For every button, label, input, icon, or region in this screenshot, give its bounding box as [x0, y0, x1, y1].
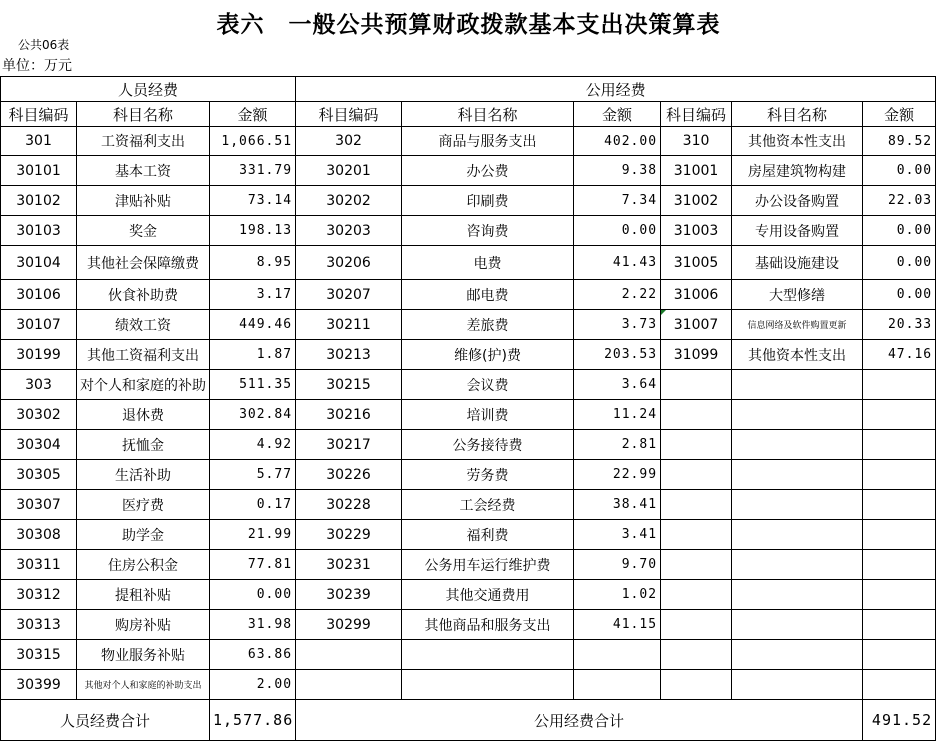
empty-cell	[661, 670, 732, 700]
public-name: 办公费	[402, 156, 574, 186]
public-name: 其他交通费用	[402, 580, 574, 610]
empty-cell	[732, 580, 863, 610]
empty-cell	[661, 460, 732, 490]
personnel-code: 30315	[1, 640, 77, 670]
personnel-name: 提租补贴	[77, 580, 210, 610]
personnel-code: 30305	[1, 460, 77, 490]
personnel-amount: 511.35	[210, 370, 296, 400]
capital-amount: 22.03	[863, 186, 936, 216]
personnel-amount: 331.79	[210, 156, 296, 186]
personnel-code: 30311	[1, 550, 77, 580]
public-name: 培训费	[402, 400, 574, 430]
empty-cell	[732, 430, 863, 460]
public-amount: 38.41	[574, 490, 661, 520]
public-amount: 22.99	[574, 460, 661, 490]
public-name: 维修(护)费	[402, 340, 574, 370]
personnel-amount: 2.00	[210, 670, 296, 700]
personnel-code: 30106	[1, 280, 77, 310]
public-code: 30206	[296, 246, 402, 280]
public-code: 30203	[296, 216, 402, 246]
personnel-name: 住房公积金	[77, 550, 210, 580]
empty-cell	[296, 640, 402, 670]
empty-cell	[732, 610, 863, 640]
empty-cell	[732, 400, 863, 430]
public-code: 30299	[296, 610, 402, 640]
personnel-code: 30307	[1, 490, 77, 520]
table-row	[1, 310, 936, 340]
personnel-code: 30304	[1, 430, 77, 460]
capital-code: 31006	[661, 280, 732, 310]
capital-name: 专用设备购置	[732, 216, 863, 246]
empty-cell	[863, 490, 936, 520]
capital-amount: 0.00	[863, 216, 936, 246]
personnel-amount: 449.46	[210, 310, 296, 340]
public-code: 30216	[296, 400, 402, 430]
personnel-code: 30103	[1, 216, 77, 246]
table-row	[1, 127, 936, 156]
public-amount: 9.38	[574, 156, 661, 186]
personnel-amount: 1.87	[210, 340, 296, 370]
public-name: 工会经费	[402, 490, 574, 520]
public-amount: 402.00	[574, 127, 661, 156]
empty-cell	[863, 370, 936, 400]
capital-code: 31007	[661, 310, 732, 340]
personnel-amount: 63.86	[210, 640, 296, 670]
personnel-name: 医疗费	[77, 490, 210, 520]
personnel-amount: 5.77	[210, 460, 296, 490]
public-name: 印刷费	[402, 186, 574, 216]
col-name-header: 科目名称	[732, 102, 863, 127]
col-code-header: 科目编码	[1, 102, 77, 127]
personnel-amount: 73.14	[210, 186, 296, 216]
public-amount: 3.41	[574, 520, 661, 550]
personnel-name: 生活补助	[77, 460, 210, 490]
personnel-code: 303	[1, 370, 77, 400]
public-code: 30226	[296, 460, 402, 490]
public-amount: 41.43	[574, 246, 661, 280]
capital-code: 310	[661, 127, 732, 156]
public-code: 30229	[296, 520, 402, 550]
public-name: 邮电费	[402, 280, 574, 310]
empty-cell	[661, 400, 732, 430]
personnel-amount: 0.00	[210, 580, 296, 610]
empty-cell	[863, 430, 936, 460]
table-row	[1, 186, 936, 216]
public-name: 公务接待费	[402, 430, 574, 460]
public-code: 30231	[296, 550, 402, 580]
public-amount: 0.00	[574, 216, 661, 246]
empty-cell	[863, 670, 936, 700]
table-row	[1, 460, 936, 490]
personnel-code: 30399	[1, 670, 77, 700]
public-amount: 2.22	[574, 280, 661, 310]
table-row	[1, 670, 936, 700]
capital-code: 31099	[661, 340, 732, 370]
capital-code: 31002	[661, 186, 732, 216]
personnel-name: 其他工资福利支出	[77, 340, 210, 370]
personnel-code: 30102	[1, 186, 77, 216]
empty-cell	[574, 670, 661, 700]
form-code: 公共06表	[18, 38, 70, 52]
empty-cell	[732, 520, 863, 550]
empty-cell	[661, 520, 732, 550]
table-row	[1, 550, 936, 580]
empty-cell	[732, 670, 863, 700]
personnel-name: 其他社会保障缴费	[77, 246, 210, 280]
empty-cell	[402, 670, 574, 700]
table-row	[1, 430, 936, 460]
public-name: 差旅费	[402, 310, 574, 340]
empty-cell	[863, 640, 936, 670]
empty-cell	[863, 460, 936, 490]
public-amount: 3.64	[574, 370, 661, 400]
public-code: 30213	[296, 340, 402, 370]
personnel-amount: 31.98	[210, 610, 296, 640]
personnel-name: 伙食补助费	[77, 280, 210, 310]
public-name: 公务用车运行维护费	[402, 550, 574, 580]
public-amount: 1.02	[574, 580, 661, 610]
personnel-code: 301	[1, 127, 77, 156]
public-name: 福利费	[402, 520, 574, 550]
capital-amount: 47.16	[863, 340, 936, 370]
unit-label: 单位：万元	[2, 58, 72, 74]
capital-name: 办公设备购置	[732, 186, 863, 216]
capital-amount: 20.33	[863, 310, 936, 340]
col-code-header: 科目编码	[661, 102, 732, 127]
capital-name: 基础设施建设	[732, 246, 863, 280]
personnel-name: 抚恤金	[77, 430, 210, 460]
public-code: 30211	[296, 310, 402, 340]
table-row	[1, 216, 936, 246]
public-name: 会议费	[402, 370, 574, 400]
expenditure-table	[0, 76, 936, 741]
personnel-total-amount: 1,577.86	[210, 700, 296, 741]
capital-amount: 0.00	[863, 156, 936, 186]
public-amount: 3.73	[574, 310, 661, 340]
personnel-name: 绩效工资	[77, 310, 210, 340]
public-amount: 11.24	[574, 400, 661, 430]
public-code: 30239	[296, 580, 402, 610]
public-total-label: 公用经费合计	[296, 700, 863, 741]
public-amount: 7.34	[574, 186, 661, 216]
public-name: 其他商品和服务支出	[402, 610, 574, 640]
table-row	[1, 246, 936, 280]
empty-cell	[863, 520, 936, 550]
capital-code: 31005	[661, 246, 732, 280]
empty-cell	[732, 550, 863, 580]
empty-cell	[661, 490, 732, 520]
empty-cell	[863, 400, 936, 430]
personnel-amount: 302.84	[210, 400, 296, 430]
personnel-total-label: 人员经费合计	[1, 700, 210, 741]
empty-cell	[661, 430, 732, 460]
personnel-amount: 0.17	[210, 490, 296, 520]
empty-cell	[661, 550, 732, 580]
personnel-name: 购房补贴	[77, 610, 210, 640]
public-name: 电费	[402, 246, 574, 280]
empty-cell	[661, 370, 732, 400]
personnel-name: 工资福利支出	[77, 127, 210, 156]
table-row	[1, 370, 936, 400]
personnel-amount: 77.81	[210, 550, 296, 580]
empty-cell	[661, 610, 732, 640]
empty-cell	[296, 670, 402, 700]
empty-cell	[732, 370, 863, 400]
public-name: 咨询费	[402, 216, 574, 246]
public-total-amount: 491.52	[863, 700, 936, 741]
empty-cell	[732, 460, 863, 490]
personnel-code: 30308	[1, 520, 77, 550]
col-code-header: 科目编码	[296, 102, 402, 127]
personnel-code: 30101	[1, 156, 77, 186]
personnel-amount: 4.92	[210, 430, 296, 460]
personnel-code: 30104	[1, 246, 77, 280]
personnel-name: 对个人和家庭的补助	[77, 370, 210, 400]
col-amount-header: 金额	[574, 102, 661, 127]
personnel-amount: 198.13	[210, 216, 296, 246]
empty-cell	[863, 610, 936, 640]
personnel-code: 30107	[1, 310, 77, 340]
table-row	[1, 490, 936, 520]
personnel-name: 助学金	[77, 520, 210, 550]
empty-cell	[661, 580, 732, 610]
capital-name: 大型修缮	[732, 280, 863, 310]
table-row	[1, 580, 936, 610]
public-name: 劳务费	[402, 460, 574, 490]
personnel-code: 30302	[1, 400, 77, 430]
personnel-name: 奖金	[77, 216, 210, 246]
public-code: 30207	[296, 280, 402, 310]
public-header: 公用经费	[296, 77, 936, 102]
col-amount-header: 金额	[210, 102, 296, 127]
personnel-name: 基本工资	[77, 156, 210, 186]
empty-cell	[863, 580, 936, 610]
table-row	[1, 520, 936, 550]
capital-code: 31003	[661, 216, 732, 246]
empty-cell	[574, 640, 661, 670]
public-code: 30202	[296, 186, 402, 216]
personnel-code: 30199	[1, 340, 77, 370]
empty-cell	[732, 640, 863, 670]
page-title: 表六 一般公共预算财政拨款基本支出决策算表	[216, 11, 721, 38]
public-amount: 203.53	[574, 340, 661, 370]
public-code: 30228	[296, 490, 402, 520]
totals-row	[1, 700, 936, 741]
personnel-amount: 3.17	[210, 280, 296, 310]
capital-name: 信息网络及软件购置更新	[732, 310, 863, 340]
col-name-header: 科目名称	[77, 102, 210, 127]
public-amount: 41.15	[574, 610, 661, 640]
empty-cell	[863, 550, 936, 580]
public-name: 商品与服务支出	[402, 127, 574, 156]
personnel-name: 津贴补贴	[77, 186, 210, 216]
personnel-amount: 21.99	[210, 520, 296, 550]
table-row	[1, 400, 936, 430]
table-row	[1, 156, 936, 186]
personnel-name: 其他对个人和家庭的补助支出	[77, 670, 210, 700]
col-name-header: 科目名称	[402, 102, 574, 127]
capital-amount: 89.52	[863, 127, 936, 156]
table-row	[1, 610, 936, 640]
capital-amount: 0.00	[863, 246, 936, 280]
table-row	[1, 640, 936, 670]
personnel-code: 30313	[1, 610, 77, 640]
personnel-amount: 1,066.51	[210, 127, 296, 156]
capital-name: 其他资本性支出	[732, 127, 863, 156]
personnel-amount: 8.95	[210, 246, 296, 280]
public-code: 30215	[296, 370, 402, 400]
col-amount-header: 金额	[863, 102, 936, 127]
public-amount: 2.81	[574, 430, 661, 460]
public-code: 302	[296, 127, 402, 156]
empty-cell	[402, 640, 574, 670]
empty-cell	[661, 640, 732, 670]
capital-name: 房屋建筑物构建	[732, 156, 863, 186]
empty-cell	[732, 490, 863, 520]
capital-name: 其他资本性支出	[732, 340, 863, 370]
personnel-name: 退休费	[77, 400, 210, 430]
public-code: 30217	[296, 430, 402, 460]
table-row	[1, 280, 936, 310]
public-amount: 9.70	[574, 550, 661, 580]
public-code: 30201	[296, 156, 402, 186]
personnel-header: 人员经费	[1, 77, 296, 102]
capital-code: 31001	[661, 156, 732, 186]
personnel-code: 30312	[1, 580, 77, 610]
personnel-name: 物业服务补贴	[77, 640, 210, 670]
capital-amount: 0.00	[863, 280, 936, 310]
table-row	[1, 340, 936, 370]
